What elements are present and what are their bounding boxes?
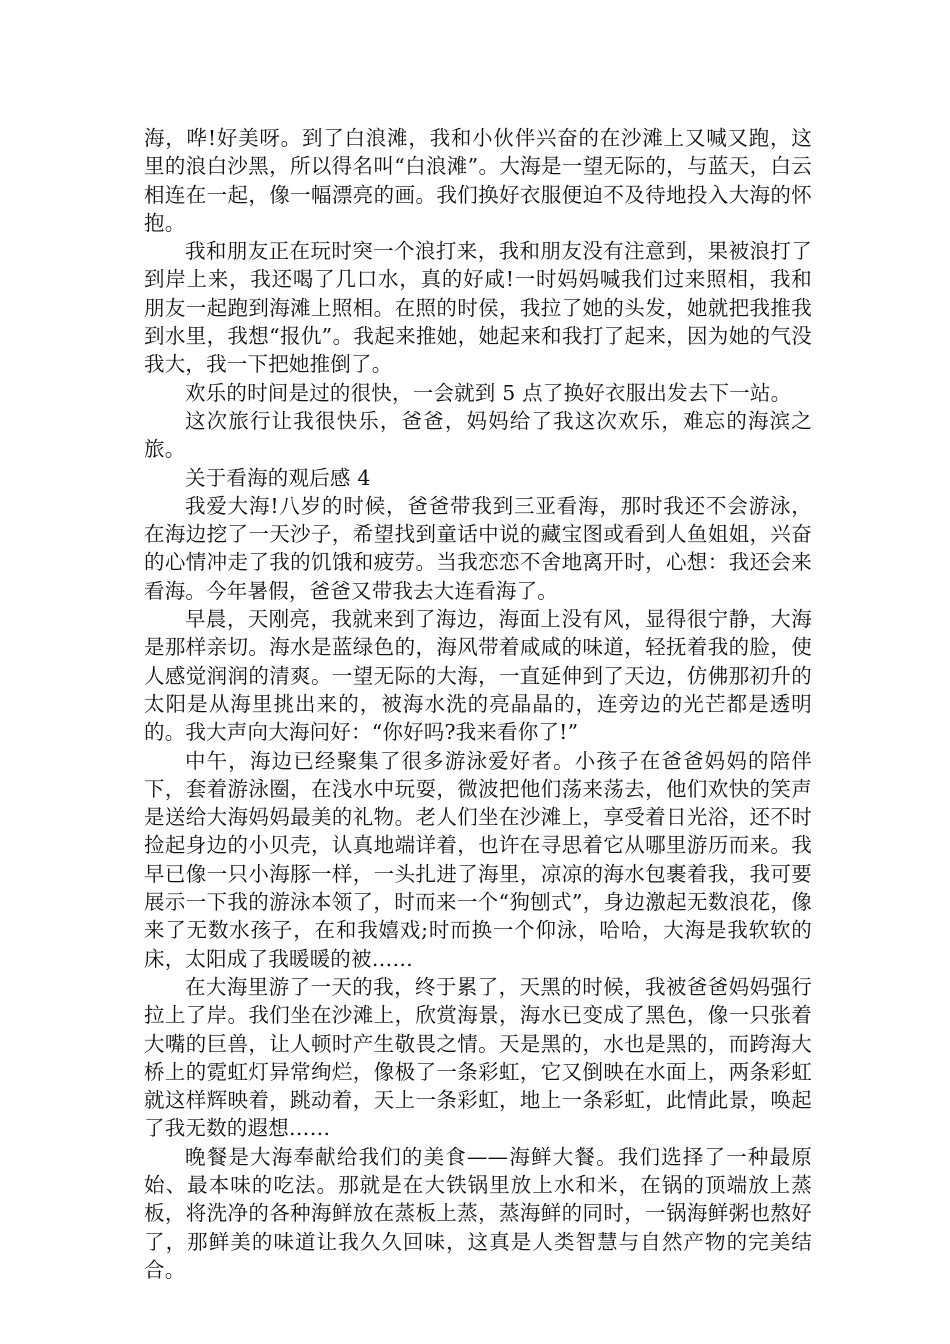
- paragraph: 早晨，天刚亮，我就来到了海边，海面上没有风，显得很宁静，大海是那样亲切。海水是蓝绿色的，海风带着咸咸的味道，轻抚着我的脸，使人感觉润润的清爽。一望无际的大海，一直延伸到了天边，仿佛那初升的太阳是从海里挑出来的，被海水洗的亮晶晶的，连旁边的光芒都是透明的。我大声向大海问好：“你好吗?我来看你了!”: [144, 607, 812, 745]
- paragraph: 我和朋友正在玩时突一个浪打来，我和朋友没有注意到，果被浪打了到岸上来，我还喝了几口水，真的好咸!一时妈妈喊我们过来照相，我和朋友一起跑到海滩上照相。在照的时侯，我拉了她的头发，她就把我推我到水里，我想“报仇”。我起来推她，她起来和我打了起来，因为她的气没我大，我一下把她推倒了。: [144, 239, 812, 377]
- paragraph: 在大海里游了一天的我，终于累了，天黑的时候，我被爸爸妈妈强行拉上了岸。我们坐在沙滩上，欣赏海景，海水已变成了黑色，像一只张着大嘴的巨兽，让人顿时产生敬畏之情。天是黑的，水也是黑的，而跨海大桥上的霓虹灯异常绚烂，像极了一条彩虹，它又倒映在水面上，两条彩虹就这样辉映着，跳动着，天上一条彩虹，地上一条彩虹，此情此景，唤起了我无数的遐想……: [144, 974, 812, 1141]
- paragraph: 晚餐是大海奉献给我们的美食——海鲜大餐。我们选择了一种最原始、最本味的吃法。那就是在大铁锅里放上水和米，在锅的顶端放上蒸板，将洗净的各种海鲜放在蒸板上蒸，蒸海鲜的同时，一锅海鲜粥也熬好了，那鲜美的味道让我久久回味，这真是人类智慧与自然产物的完美结合。: [144, 1144, 812, 1282]
- paragraph: 海，哗!好美呀。到了白浪滩，我和小伙伴兴奋的在沙滩上又喊又跑，这里的浪白沙黑，所以得名叫“白浪滩”。大海是一望无际的，与蓝天，白云相连在一起，像一幅漂亮的画。我们换好衣服便迫不及待地投入大海的怀抱。: [144, 126, 812, 235]
- paragraph: 欢乐的时间是过的很快，一会就到 5 点了换好衣服出发去下一站。: [185, 380, 792, 405]
- section-heading: 关于看海的观后感 4: [185, 465, 371, 490]
- document-page: [144, 124, 812, 1284]
- paragraph: 这次旅行让我很快乐，爸爸，妈妈给了我这次欢乐，难忘的海滨之旅。: [144, 408, 812, 462]
- paragraph: 中午，海边已经聚集了很多游泳爱好者。小孩子在爸爸妈妈的陪伴下，套着游泳圈，在浅水中玩耍，微波把他们荡来荡去，他们欢快的笑声是送给大海妈妈最美的礼物。老人们坐在沙滩上，享受着日光浴，还不时捡起身边的小贝壳，认真地端详着，也许在寻思着它从哪里游历而来。我早已像一只小海豚一样，一头扎进了海里，凉凉的海水包裹着我，我可要展示一下我的游泳本领了，时而来一个“狗刨式”，身边激起无数浪花，像来了无数水孩子，在和我嬉戏;时而换一个仰泳，哈哈，大海是我软软的床，太阳成了我暖暖的被……: [144, 748, 812, 971]
- paragraph: 我爱大海!八岁的时候，爸爸带我到三亚看海，那时我还不会游泳，在海边挖了一天沙子，希望找到童话中说的藏宝图或看到人鱼姐姐，兴奋的心情冲走了我的饥饿和疲劳。当我恋恋不舍地离开时，心想：我还会来看海。今年暑假，爸爸又带我去大连看海了。: [144, 493, 812, 603]
